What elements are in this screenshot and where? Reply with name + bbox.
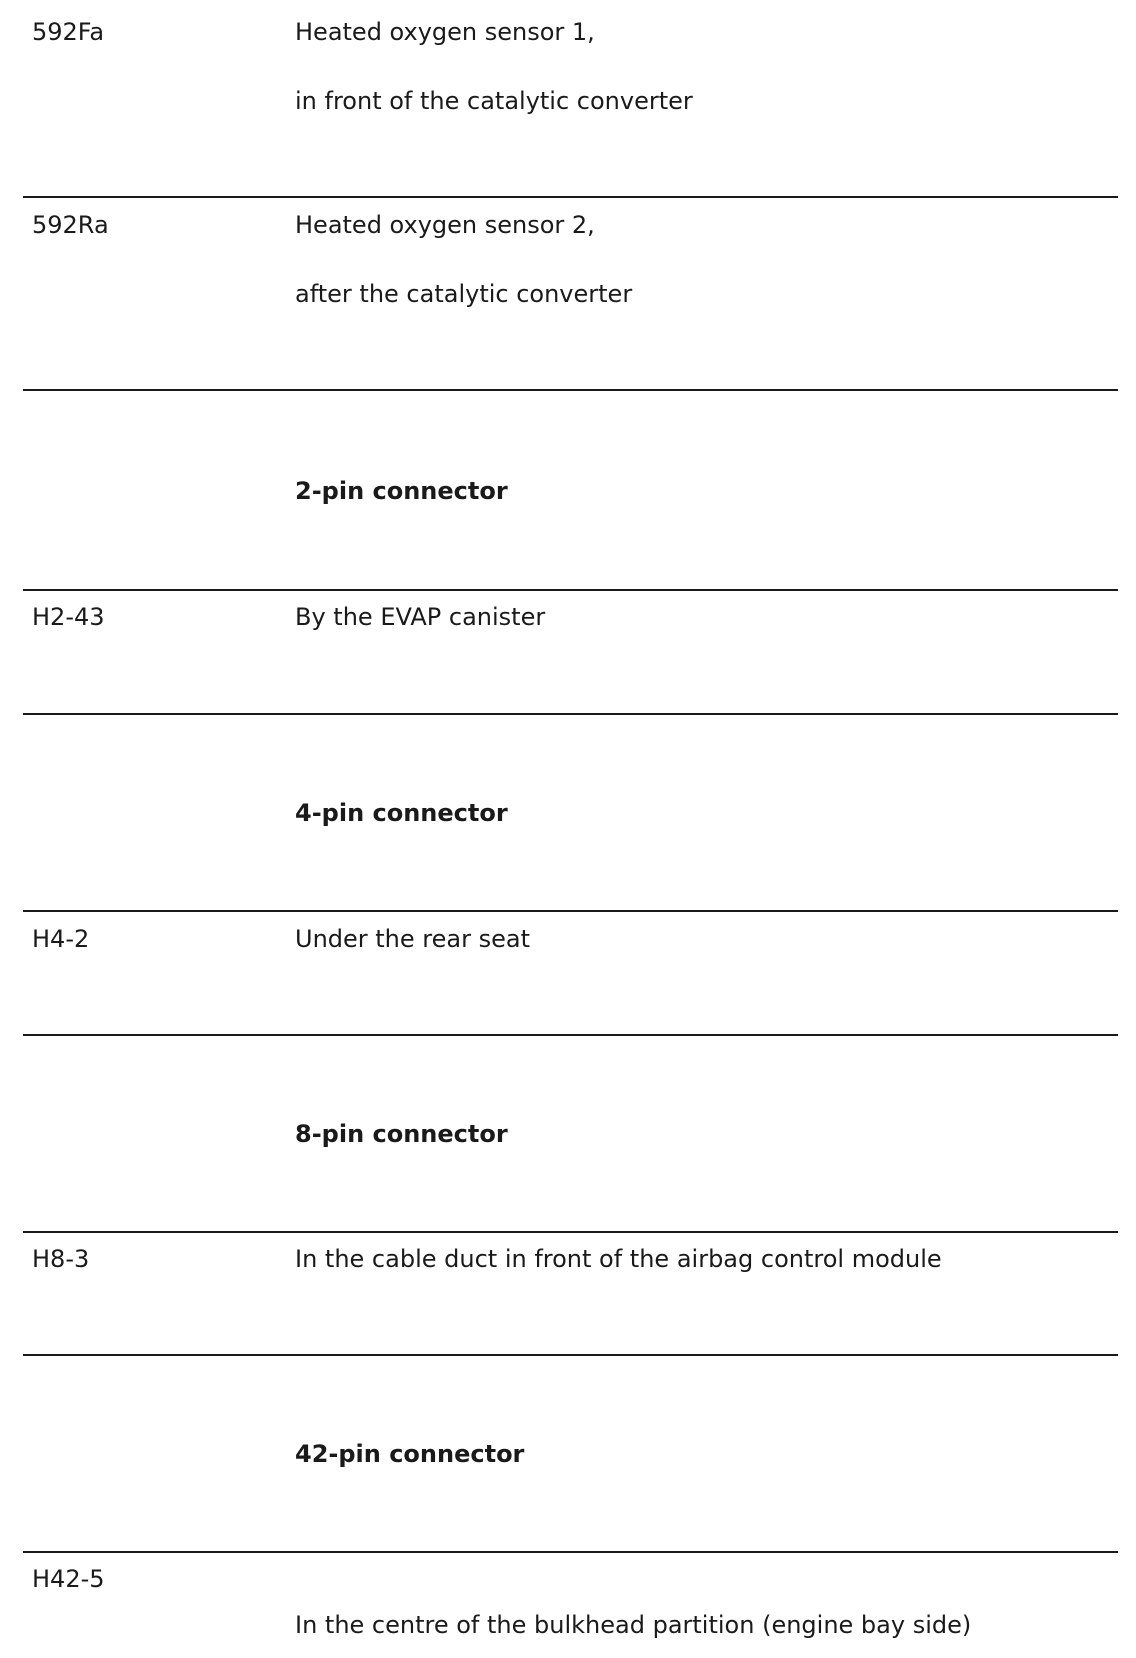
connector-location: Under the rear seat — [295, 925, 530, 953]
divider — [23, 589, 1118, 591]
divider — [23, 1034, 1118, 1036]
connector-code: H4-2 — [32, 925, 90, 953]
section-heading: 8-pin connector — [295, 1120, 508, 1148]
divider — [23, 1231, 1118, 1233]
section-heading: 42-pin connector — [295, 1440, 525, 1468]
connector-location: By the EVAP canister — [295, 603, 546, 631]
component-description-line: Heated oxygen sensor 1, — [295, 18, 595, 46]
connector-location: In the cable duct in front of the airbag control module — [295, 1245, 942, 1273]
connector-location: In the centre of the bulkhead partition (engine bay side) — [295, 1611, 972, 1639]
connector-code: H8-3 — [32, 1245, 90, 1273]
divider — [23, 389, 1118, 391]
divider — [23, 713, 1118, 715]
component-description-line: in front of the catalytic converter — [295, 87, 693, 115]
connector-code: H2-43 — [32, 603, 105, 631]
section-heading: 4-pin connector — [295, 799, 508, 827]
component-description-line: after the catalytic converter — [295, 280, 633, 308]
section-heading: 2-pin connector — [295, 477, 508, 505]
divider — [23, 1354, 1118, 1356]
component-code: 592Fa — [32, 18, 105, 46]
component-code: 592Ra — [32, 211, 109, 239]
divider — [23, 1551, 1118, 1553]
component-description-line: Heated oxygen sensor 2, — [295, 211, 595, 239]
connector-code: H42-5 — [32, 1565, 105, 1593]
divider — [23, 196, 1118, 198]
divider — [23, 910, 1118, 912]
